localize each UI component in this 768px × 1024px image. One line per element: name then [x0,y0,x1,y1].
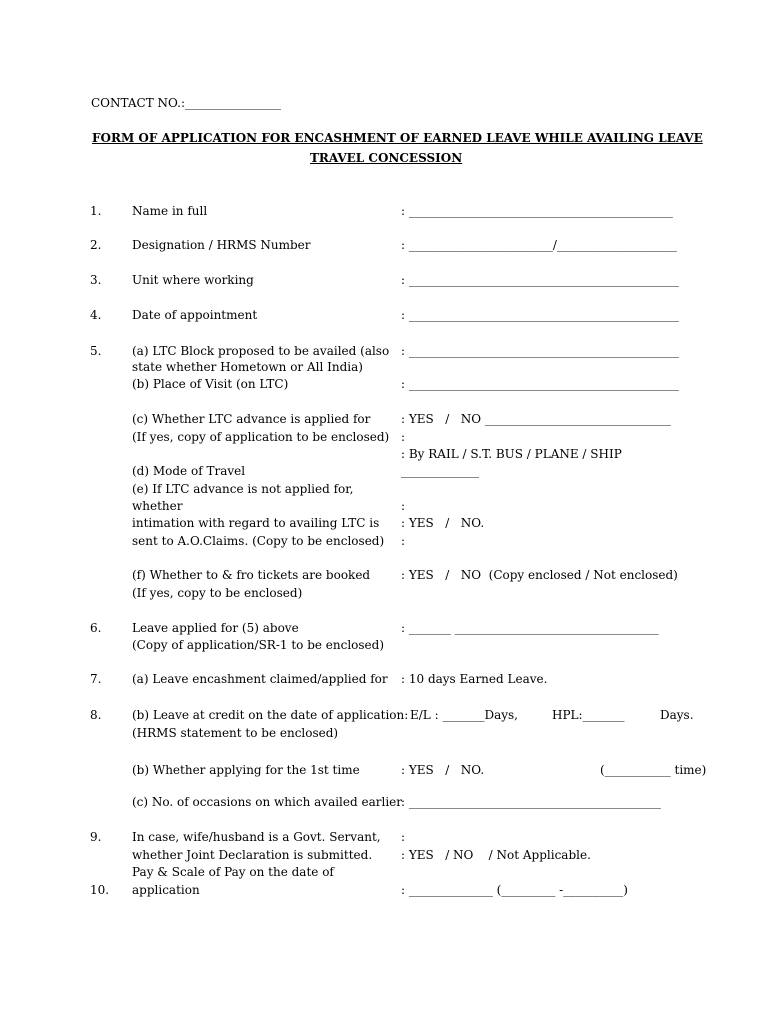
item-label: In case, wife/husband is a Govt. Servant, [132,830,381,844]
item-number: 7. [90,672,102,686]
item-label: (f) Whether to & fro tickets are booked [132,568,371,582]
item-number: 3. [90,273,102,287]
item-field: HPL:_______ [552,708,625,722]
item-field: : [401,534,406,548]
item-label: (c) No. of occasions on which availed earlier [132,795,402,809]
item-field: : ____________________________________________ [401,204,673,218]
item-label: (If yes, copy of application to be enclosed) [132,430,390,444]
item-label: Date of appointment [132,308,258,322]
item-field: : __________________________________________ [401,795,661,809]
item-label: intimation with regard to availing LTC is [132,516,380,530]
item-label: sent to A.O.Claims. (Copy to be enclosed) [132,534,385,548]
item-field: : 10 days Earned Leave. [401,672,548,686]
item-label: Leave applied for (5) above [132,621,299,635]
item-field: : YES / NO / Not Applicable. [401,848,591,862]
item-label: Unit where working [132,273,254,287]
item-field: E/L : _______Days, [410,708,518,722]
item-label: (b) Leave at credit on the date of application: [132,708,409,722]
item-label: Name in full [132,204,208,218]
item-label: state whether Hometown or All India) [132,360,363,374]
item-field: : YES / NO. [401,516,485,530]
item-number: 5. [90,344,102,358]
item-field: : [401,830,406,844]
item-label: (b) Whether applying for the 1st time [132,763,360,777]
item-field: : YES / NO _______________________________ [401,412,671,426]
item-number: 8. [90,708,102,722]
item-field: : _____________________________________________ [401,377,679,391]
item-label: (b) Place of Visit (on LTC) [132,377,289,391]
item-number: 10. [90,883,110,897]
item-number: 1. [90,204,102,218]
item-label: (a) LTC Block proposed to be availed (also [132,344,390,358]
item-field: : _______ __________________________________ [401,621,659,635]
item-field: : ________________________/____________________ [401,238,677,252]
item-number: 6. [90,621,102,635]
item-number: 2. [90,238,102,252]
item-field: : _____________________________________________ [401,308,679,322]
item-label: whether [132,499,183,513]
item-field: : [401,499,406,513]
item-field: : YES / NO. [401,763,485,777]
item-label: Designation / HRMS Number [132,238,311,252]
item-label: (d) Mode of Travel [132,464,246,478]
form-title-line1: FORM OF APPLICATION FOR ENCASHMENT OF EARNED LEAVE WHILE AVAILING LEAVE [92,131,703,145]
item-field: _____________ [401,464,479,478]
item-label: (a) Leave encashment claimed/applied for [132,672,388,686]
item-number: 4. [90,308,102,322]
item-field: (___________ time) [600,763,707,777]
item-field: Days. [660,708,694,722]
item-label: (Copy of application/SR-1 to be enclosed) [132,638,385,652]
item-field: : _____________________________________________ [401,273,679,287]
item-field: : YES / NO (Copy enclosed / Not enclosed) [401,568,678,582]
item-field: : _____________________________________________ [401,344,679,358]
item-label: (If yes, copy to be enclosed) [132,586,303,600]
item-label: application [132,883,200,897]
item-label: Pay & Scale of Pay on the date of [132,865,334,879]
form-title-line2: TRAVEL CONCESSION [310,151,463,165]
item-label: (c) Whether LTC advance is applied for [132,412,371,426]
item-label: (HRMS statement to be enclosed) [132,726,339,740]
item-field: : [401,430,406,444]
item-label: whether Joint Declaration is submitted. [132,848,373,862]
item-label: (e) If LTC advance is not applied for, [132,482,354,496]
contact-number: CONTACT NO.:________________ [91,96,282,110]
item-number: 9. [90,830,102,844]
item-field: : ______________ (_________ -__________) [401,883,628,897]
item-field: : By RAIL / S.T. BUS / PLANE / SHIP [401,447,622,461]
